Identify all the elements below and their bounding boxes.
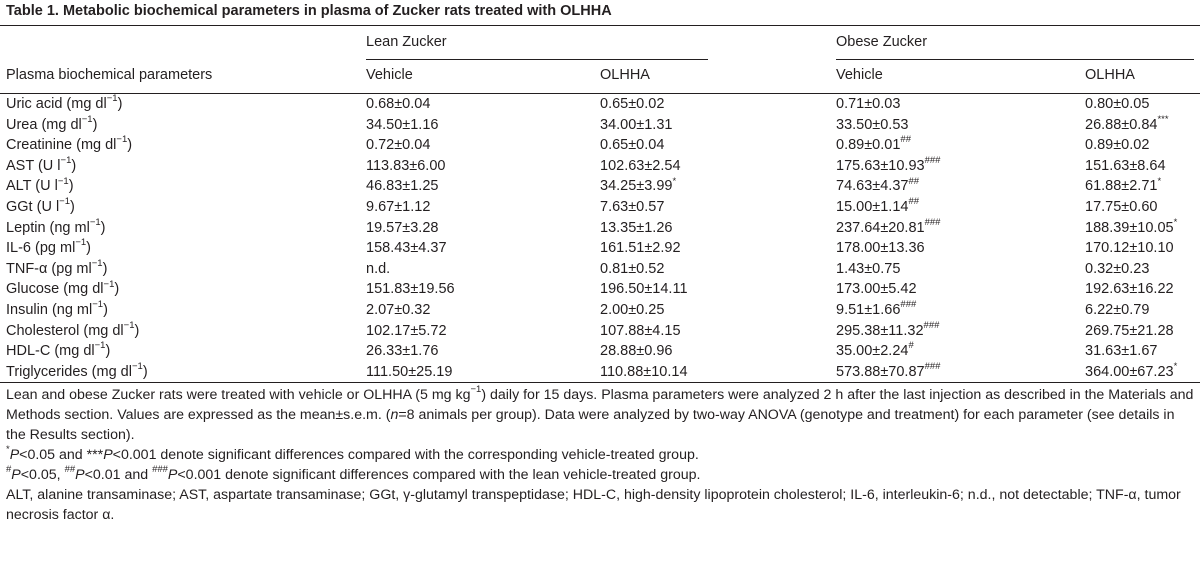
table-cell: 1.43±0.75 [836, 260, 901, 277]
table-cell: 364.00±67.23* [1085, 360, 1178, 380]
table-cell: 173.00±5.42 [836, 281, 917, 298]
group-header-obese: Obese Zucker [836, 34, 928, 50]
table-cell: 34.00±1.31 [600, 116, 673, 133]
table-cell: 0.89±0.01## [836, 134, 911, 154]
table-cell: 61.88±2.71* [1085, 175, 1162, 195]
table-cell: 0.71±0.03 [836, 96, 901, 112]
table-cell: 0.68±0.04 [366, 96, 431, 112]
table-cell: 34.25±3.99* [600, 175, 677, 195]
col-header-obese-vehicle: Vehicle [836, 67, 883, 83]
row-label: Uric acid (mg $dl^{-1}$) [6, 93, 123, 112]
row-label: IL-6 (pg $ml^{-1}$) [6, 237, 91, 257]
table-cell: 102.63±2.54 [600, 157, 681, 174]
row-label: Leptin (ng $ml^{-1}$) [6, 216, 106, 236]
col-header-obese-olhha: OLHHA [1085, 67, 1135, 83]
table-cell: 107.88±4.15 [600, 322, 681, 339]
table-title: Table 1. Metabolic biochemical parameters in plasma of Zucker rats treated with OLHHA [6, 3, 612, 19]
row-label: Insulin (ng $ml^{-1}$) [6, 299, 108, 318]
table-cell: 7.63±0.57 [600, 199, 665, 215]
table-cell: 0.72±0.04 [366, 137, 431, 154]
table-cell: 9.67±1.12 [366, 199, 431, 215]
table-cell: 15.00±1.14## [836, 196, 920, 215]
top-rule [0, 25, 1200, 26]
table-cell: 0.65±0.04 [600, 137, 665, 154]
row-label: GGt (U $l^{-1}$) [6, 196, 75, 215]
table-cell: 573.88±70.87### [836, 360, 941, 380]
table-cell: 0.80±0.05 [1085, 96, 1150, 112]
table-cell: 102.17±5.72 [366, 322, 447, 339]
table-cell: 151.83±19.56 [366, 281, 455, 298]
table-cell: 19.57±3.28 [366, 219, 439, 236]
table-cell: 161.51±2.92 [600, 240, 681, 257]
table-cell: 151.63±8.64 [1085, 157, 1166, 174]
obese-group-rule [836, 59, 1194, 60]
lean-group-rule [366, 59, 708, 60]
table-cell: 269.75±21.28 [1085, 322, 1174, 339]
table-cell: 2.07±0.32 [366, 302, 431, 318]
col-header-lean-olhha: OLHHA [600, 67, 650, 83]
table-cell: 158.43±4.37 [366, 240, 447, 257]
table-cell: 34.50±1.16 [366, 116, 439, 133]
table-cell: 110.88±10.14 [600, 363, 688, 380]
table-cell: 237.64±20.81### [836, 216, 941, 236]
row-label: Urea (mg $dl^{-1}$) [6, 113, 98, 133]
table-cell: 26.88±0.84*** [1085, 113, 1169, 133]
table-cell: 28.88±0.96 [600, 343, 673, 360]
table-cell: 178.00±13.36 [836, 240, 925, 257]
row-label: ALT (U $l^{-1}$) [6, 175, 74, 195]
table-cell: 17.75±0.60 [1085, 199, 1158, 215]
table-cell: 175.63±10.93### [836, 154, 941, 174]
table-cell: 33.50±0.53 [836, 116, 909, 133]
row-header-label: Plasma biochemical parameters [6, 67, 213, 83]
table-cell: 111.50±25.19 [366, 363, 453, 380]
table-cell: 2.00±0.25 [600, 302, 665, 318]
footnote-genotype-significance: #P<0.05, ##P<0.01 and ###P<0.001 denote significant differences compared with the lean vehicle-treated group. [6, 464, 701, 483]
table-cell: 170.12±10.10 [1085, 240, 1174, 257]
table-cell: n.d. [366, 260, 391, 277]
table-cell: 196.50±14.11 [600, 281, 688, 298]
table-cell: 9.51±1.66### [836, 299, 917, 318]
table-cell: 188.39±10.05* [1085, 216, 1178, 236]
bottom-rule [0, 382, 1200, 383]
row-label: Cholesterol (mg $dl^{-1}$) [6, 319, 140, 339]
row-label: Triglycerides (mg $dl^{-1}$) [6, 360, 148, 380]
table-cell: 295.38±11.32### [836, 319, 940, 339]
table-cell: 0.32±0.23 [1085, 260, 1150, 277]
table-cell: 35.00±2.24# [836, 340, 914, 360]
table-cell: 6.22±0.79 [1085, 302, 1150, 318]
footnote-methods: Lean and obese Zucker rats were treated with vehicle or OLHHA (5 mg $kg^{-1}$) daily for 15 days. Plasma parameters were analyzed 2 h after the last injection as described in the Materials and Methods section. Values are expressed as the mean±s.e.m. (n=8 animals per group). Data were analyzed by two-way ANOVA (genotype and treatment) for each parameter (see details in the Results section). [6, 384, 1194, 443]
col-header-lean-vehicle: Vehicle [366, 67, 413, 83]
footnote-abbreviations: ALT, alanine transaminase; AST, aspartate transaminase; GGt, γ-glutamyl transpeptidase; HDL-C, high-density lipoprotein cholesterol; IL-6, interleukin-6; n.d., not detectable; TNF-α, tumor necrosis factor α. [6, 487, 1181, 523]
table-cell: 192.63±16.22 [1085, 281, 1174, 298]
header-rule [0, 93, 1200, 94]
table-cell: 13.35±1.26 [600, 219, 673, 236]
table-cell: 113.83±6.00 [366, 157, 446, 174]
table-cell: 46.83±1.25 [366, 178, 439, 195]
row-label: AST (U $l^{-1}$) [6, 154, 77, 174]
footnote-treatment-significance: *P<0.05 and ***P<0.001 denote significant differences compared with the corresponding vehicle-treated group. [6, 444, 699, 463]
table-footnotes [6, 385, 1194, 525]
table-cell: 0.89±0.02 [1085, 137, 1150, 154]
row-label: Creatinine (mg $dl^{-1}$) [6, 134, 133, 154]
group-header-lean: Lean Zucker [366, 34, 447, 50]
table-cell: 0.81±0.52 [600, 260, 665, 277]
row-label: HDL-C (mg $dl^{-1}$) [6, 340, 111, 360]
table-cell: 0.65±0.02 [600, 96, 665, 112]
row-label: Glucose (mg $dl^{-1}$) [6, 278, 120, 298]
table-cell: 31.63±1.67 [1085, 343, 1158, 360]
table-cell: 74.63±4.37## [836, 175, 920, 195]
row-label: TNF-α (pg $ml^{-1}$) [6, 257, 108, 277]
table-cell: 26.33±1.76 [366, 343, 439, 360]
